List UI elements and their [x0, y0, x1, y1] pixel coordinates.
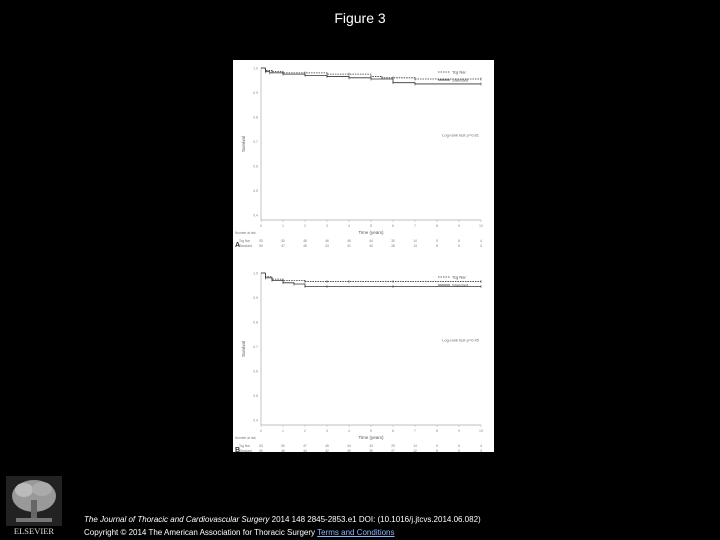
survival-charts [233, 60, 494, 452]
x-tick-label: 9 [458, 224, 460, 228]
risk-count: 40 [347, 449, 351, 452]
risk-count: 13 [413, 244, 417, 248]
y-tick-label: 0.9 [253, 91, 258, 96]
journal-name: The Journal of Thoracic and Cardiovascular Surgery [84, 515, 270, 524]
y-axis-label: Survival [241, 135, 246, 153]
risk-count: 47 [281, 244, 285, 248]
y-tick-label: 0.8 [253, 115, 258, 120]
panel-label: B [235, 447, 241, 452]
svg-text:ELSEVIER: ELSEVIER [13, 526, 55, 536]
y-tick-label: 1.0 [253, 271, 258, 276]
risk-row-label: Standard [239, 244, 252, 248]
x-tick-label: 7 [414, 224, 416, 228]
risk-count: 12 [413, 449, 417, 452]
log-rank-annotation: Log-rank test p=0.81 [442, 132, 479, 138]
risk-count: 45 [303, 244, 307, 248]
risk-count: 50 [259, 449, 263, 452]
y-tick-label: 0.9 [253, 296, 258, 301]
panel-label: A [235, 242, 241, 249]
y-tick-label: 0.4 [253, 418, 258, 423]
risk-count: 48 [303, 239, 307, 243]
risk-count: 8 [436, 449, 438, 452]
elsevier-logo [6, 476, 62, 536]
risk-count: 46 [281, 449, 285, 452]
y-tick-label: 0.4 [253, 213, 258, 218]
copyright-line [84, 528, 395, 537]
risk-table-title: Number at risk [235, 231, 256, 235]
risk-count: 46 [325, 239, 329, 243]
risk-count: 50 [259, 244, 263, 248]
x-tick-label: 9 [458, 429, 460, 433]
risk-count: 5 [458, 449, 460, 452]
risk-table-title: Number at risk [235, 436, 256, 440]
risk-count: 3 [480, 449, 482, 452]
x-tick-label: 0 [260, 429, 262, 433]
risk-count: 42 [325, 449, 329, 452]
y-tick-label: 0.7 [253, 140, 258, 145]
x-tick-label: 0 [260, 224, 262, 228]
risk-count: 44 [303, 449, 307, 452]
risk-count: 5 [458, 244, 460, 248]
legend-label: Tcg Nar [452, 69, 466, 75]
risk-count: 6 [458, 444, 460, 448]
copyright-text: Copyright © 2014 The American Association for Thoracic Surgery [84, 528, 316, 537]
risk-count: 45 [325, 444, 329, 448]
risk-count: 45 [347, 239, 351, 243]
y-axis-label: Survival [241, 340, 246, 358]
risk-count: 44 [347, 444, 351, 448]
risk-count: 30 [391, 239, 395, 243]
y-tick-label: 0.5 [253, 189, 258, 194]
slide-title: Figure 3 [334, 10, 386, 26]
x-tick-label: 7 [414, 429, 416, 433]
risk-count: 40 [369, 244, 373, 248]
x-axis-label: Time (years) [358, 435, 384, 440]
log-rank-annotation: Log-rank test p=0.45 [442, 337, 479, 343]
x-tick-label: 6 [392, 429, 394, 433]
y-tick-label: 0.7 [253, 345, 258, 350]
citation [84, 515, 481, 524]
x-tick-label: 1 [282, 224, 284, 228]
x-tick-label: 2 [304, 429, 306, 433]
risk-count: 4 [480, 239, 482, 243]
y-tick-label: 0.6 [253, 164, 258, 169]
x-tick-label: 4 [348, 429, 350, 433]
risk-count: 53 [259, 239, 263, 243]
x-tick-label: 6 [392, 224, 394, 228]
risk-count: 50 [281, 239, 285, 243]
legend-label: Standard [452, 77, 469, 83]
x-tick-label: 10 [479, 224, 483, 228]
x-tick-label: 5 [370, 429, 372, 433]
legend-label: Tcg Nar [452, 274, 466, 280]
risk-count: 43 [369, 444, 373, 448]
x-tick-label: 8 [436, 429, 438, 433]
risk-count: 29 [391, 444, 395, 448]
risk-count: 39 [369, 449, 373, 452]
y-tick-label: 1.0 [253, 66, 258, 71]
risk-count: 41 [347, 244, 351, 248]
risk-count: 27 [391, 449, 395, 452]
y-tick-label: 0.8 [253, 320, 258, 325]
legend-label: Standard [452, 282, 469, 288]
risk-row-label: Tcg Nar [239, 444, 250, 448]
risk-count: 50 [281, 444, 285, 448]
risk-count: 9 [436, 239, 438, 243]
citation-details: 2014 148 2845-2853.e1 DOI: (10.1016/j.jtcvs.2014.06.082) [271, 515, 481, 524]
risk-count: 47 [303, 444, 307, 448]
risk-count: 14 [413, 239, 417, 243]
x-tick-label: 10 [479, 429, 483, 433]
risk-count: 3 [480, 244, 482, 248]
risk-count: 4 [480, 444, 482, 448]
x-tick-label: 8 [436, 224, 438, 228]
risk-count: 8 [436, 244, 438, 248]
risk-row-label: Standard [239, 449, 252, 452]
x-tick-label: 2 [304, 224, 306, 228]
x-tick-label: 3 [326, 224, 328, 228]
risk-count: 6 [458, 239, 460, 243]
risk-count: 43 [325, 244, 329, 248]
risk-count: 9 [436, 444, 438, 448]
risk-count: 44 [369, 239, 373, 243]
x-tick-label: 4 [348, 224, 350, 228]
y-tick-label: 0.6 [253, 369, 258, 374]
y-tick-label: 0.5 [253, 394, 258, 399]
risk-count: 14 [413, 444, 417, 448]
x-axis-label: Time (years) [358, 230, 384, 235]
risk-count: 28 [391, 244, 395, 248]
risk-count: 53 [259, 444, 263, 448]
figure-panel [233, 60, 494, 452]
x-tick-label: 1 [282, 429, 284, 433]
x-tick-label: 3 [326, 429, 328, 433]
x-tick-label: 5 [370, 224, 372, 228]
risk-row-label: Tcg Nar [239, 239, 250, 243]
terms-link[interactable]: Terms and Conditions [317, 528, 395, 537]
